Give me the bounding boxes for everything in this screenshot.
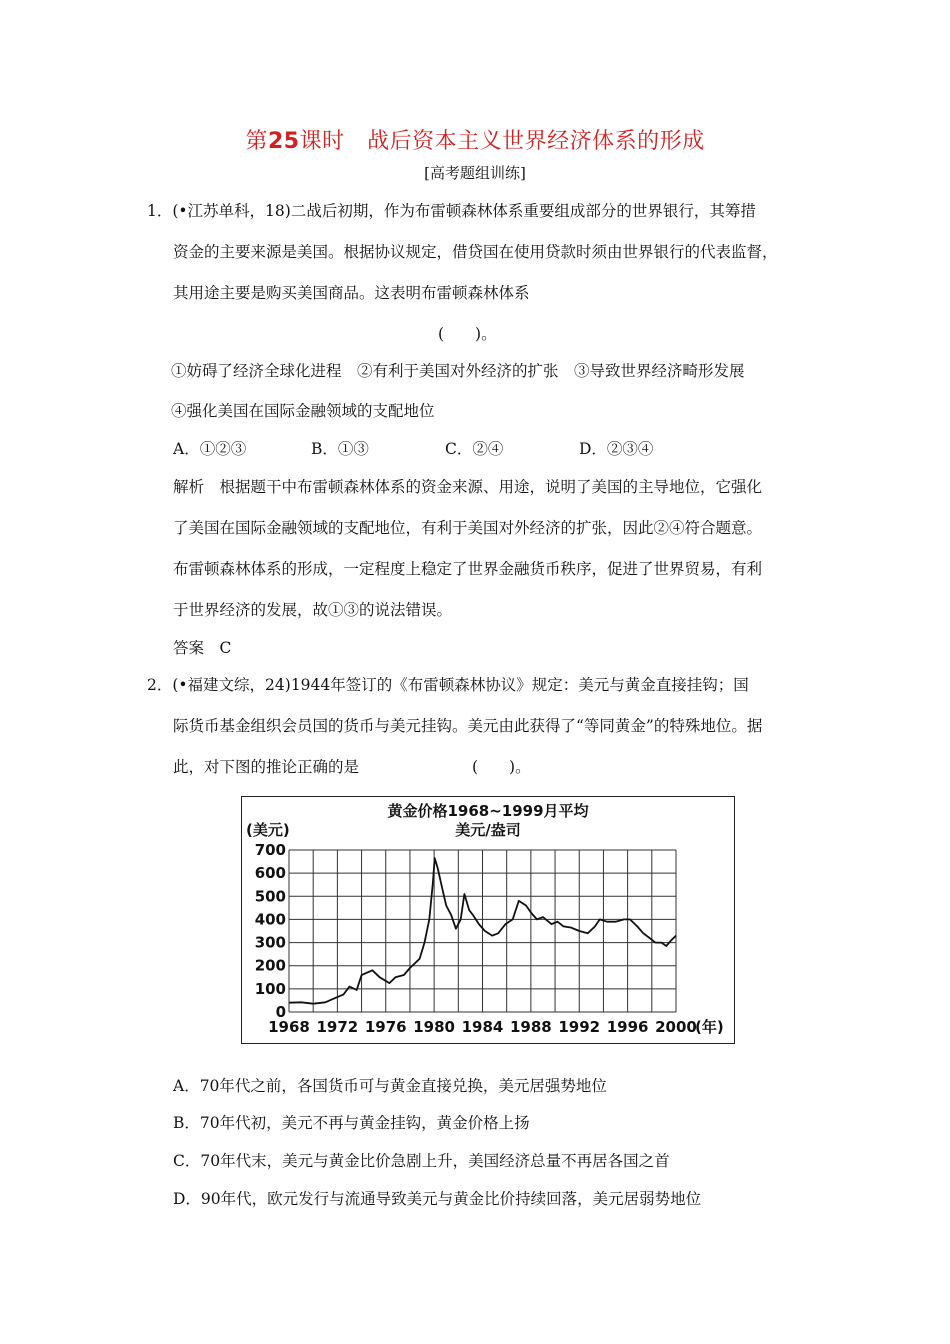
q2-option-b: B．70年代初，美元不再与黄金挂钩，黄金价格上扬 <box>173 1114 530 1132</box>
q1-explanation-line-4: 于世界经济的发展，故①③的说法错误。 <box>173 601 453 619</box>
q2-option-d: D．90年代，欧元发行与流通导致美元与黄金比价持续回落，美元居弱势地位 <box>173 1190 702 1208</box>
q1-option-a: A．①②③ <box>173 440 247 458</box>
x-tick-label: 1996 <box>606 1018 649 1036</box>
x-tick-label: 1984 <box>461 1018 504 1036</box>
x-tick-label: 1992 <box>558 1018 601 1036</box>
q2-option-c: C．70年代末，美元与黄金比价急剧上升，美国经济总量不再居各国之首 <box>173 1152 670 1170</box>
q1-statements-line-2: ④强化美国在国际金融领域的支配地位 <box>171 402 435 420</box>
x-tick-label: 1988 <box>510 1018 552 1036</box>
chart-title: 黄金价格1968~1999月平均 <box>387 802 589 820</box>
q2-option-a: A．70年代之前，各国货币可与黄金直接兑换，美元居强势地位 <box>173 1077 607 1095</box>
q1-option-b: B．①③ <box>311 440 369 458</box>
section-subtitle: [高考题组训练] <box>424 164 526 182</box>
lesson-title: 第25课时 战后资本主义世界经济体系的形成 <box>245 129 705 154</box>
q1-stem-line-2: 资金的主要来源是美国。根据协议规定，借贷国在使用贷款时须由世界银行的代表监督， <box>173 243 778 261</box>
q1-explanation-line-2: 了美国在国际金融领域的支配地位，有利于美国对外经济的扩张，因此②④符合题意。 <box>173 519 763 537</box>
y-tick-label: 400 <box>254 910 286 929</box>
y-tick-label: 0 <box>275 1003 286 1021</box>
q1-stem-line-3: 其用途主要是购买美国商品。这表明布雷顿森林体系 <box>173 284 530 302</box>
x-tick-label: 1968 <box>268 1018 310 1036</box>
q2-answer-bracket: ( )。 <box>472 758 531 776</box>
y-tick-label: 500 <box>254 887 286 906</box>
q2-stem-line-1: 2．(•福建文综，24)1944年签订的《布雷顿森林协议》规定：美元与黄金直接挂钩；国 <box>147 676 749 694</box>
x-tick-label: 1972 <box>316 1018 359 1036</box>
y-tick-label: 700 <box>254 841 286 859</box>
y-tick-label: 600 <box>254 864 286 883</box>
y-tick-label: 100 <box>254 979 286 998</box>
q1-answer: 答案 C <box>173 639 232 657</box>
x-tick-label: 1976 <box>364 1018 407 1036</box>
q1-explanation-line-3: 布雷顿森林体系的形成，一定程度上稳定了世界金融货币秩序，促进了世界贸易，有利 <box>173 560 763 578</box>
gold-price-chart <box>241 796 735 1044</box>
x-axis-unit: (年) <box>695 1018 724 1036</box>
q1-answer-bracket: ( )。 <box>438 325 497 343</box>
gold-price-chart-svg <box>242 797 734 1043</box>
chart-subtitle: 美元/盎司 <box>455 821 521 839</box>
x-tick-label: 2000 <box>655 1018 697 1036</box>
q1-option-c: C．②④ <box>445 440 504 458</box>
q1-explanation-line-1: 解析 根据题干中布雷顿森林体系的资金来源、用途，说明了美国的主导地位，它强化 <box>173 478 763 496</box>
chart-y-axis-label: (美元) <box>246 821 290 839</box>
q2-stem-line-3: 此，对下图的推论正确的是 <box>173 758 360 776</box>
y-tick-label: 200 <box>254 956 286 975</box>
q1-option-d: D．②③④ <box>579 440 654 458</box>
q1-stem-line-1: 1．(•江苏单科，18)二战后初期，作为布雷顿森林体系重要组成部分的世界银行，其筹措 <box>147 202 756 220</box>
x-tick-label: 1980 <box>413 1018 455 1036</box>
q2-stem-line-2: 际货币基金组织会员国的货币与美元挂钩。美元由此获得了“等同黄金”的特殊地位。据 <box>173 717 763 735</box>
q1-statements-line-1: ①妨碍了经济全球化进程 ②有利于美国对外经济的扩张 ③导致世界经济畸形发展 <box>171 362 745 380</box>
y-tick-label: 300 <box>254 933 286 952</box>
